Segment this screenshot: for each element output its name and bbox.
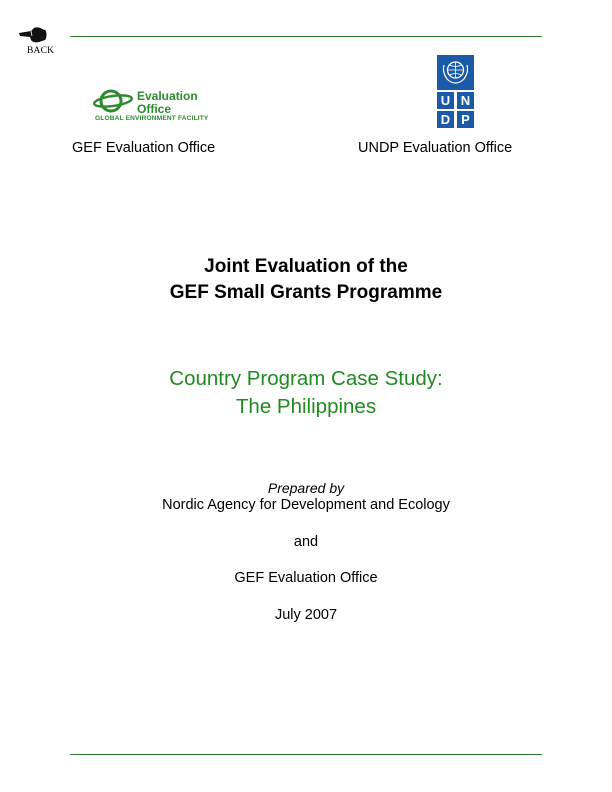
subtitle-line-1: Country Program Case Study: — [169, 367, 443, 390]
second-office-name: GEF Evaluation Office — [234, 570, 378, 586]
pointing-hand-icon — [18, 26, 48, 44]
globe-icon — [93, 88, 137, 114]
gef-logo-line-2: Office — [137, 102, 172, 116]
undp-logo — [437, 55, 474, 127]
gef-evaluation-office-logo — [93, 86, 223, 126]
back-button[interactable] — [14, 26, 64, 62]
top-rule — [70, 36, 542, 37]
undp-office-label: UNDP Evaluation Office — [358, 140, 513, 156]
publication-date: July 2007 — [274, 607, 338, 623]
undp-letter-n: N — [457, 92, 474, 109]
back-label: BACK — [27, 46, 55, 56]
gef-office-label: GEF Evaluation Office — [72, 140, 216, 156]
undp-letter-u: U — [437, 92, 454, 109]
agency-name: Nordic Agency for Development and Ecology — [162, 497, 450, 513]
gef-logo-line-3: GLOBAL ENVIRONMENT FACILITY — [95, 115, 209, 122]
bottom-rule — [70, 754, 542, 755]
un-emblem-icon — [437, 55, 474, 90]
undp-letter-d: D — [437, 111, 454, 128]
and-conjunction: and — [293, 534, 319, 550]
title-line-1: Joint Evaluation of the — [204, 256, 408, 277]
subtitle-line-2: The Philippines — [235, 395, 377, 418]
prepared-by-label: Prepared by — [267, 480, 345, 496]
title-line-2: GEF Small Grants Programme — [169, 282, 443, 303]
gef-logo-line-1: Evaluation — [137, 89, 198, 103]
undp-letter-p: P — [457, 111, 474, 128]
